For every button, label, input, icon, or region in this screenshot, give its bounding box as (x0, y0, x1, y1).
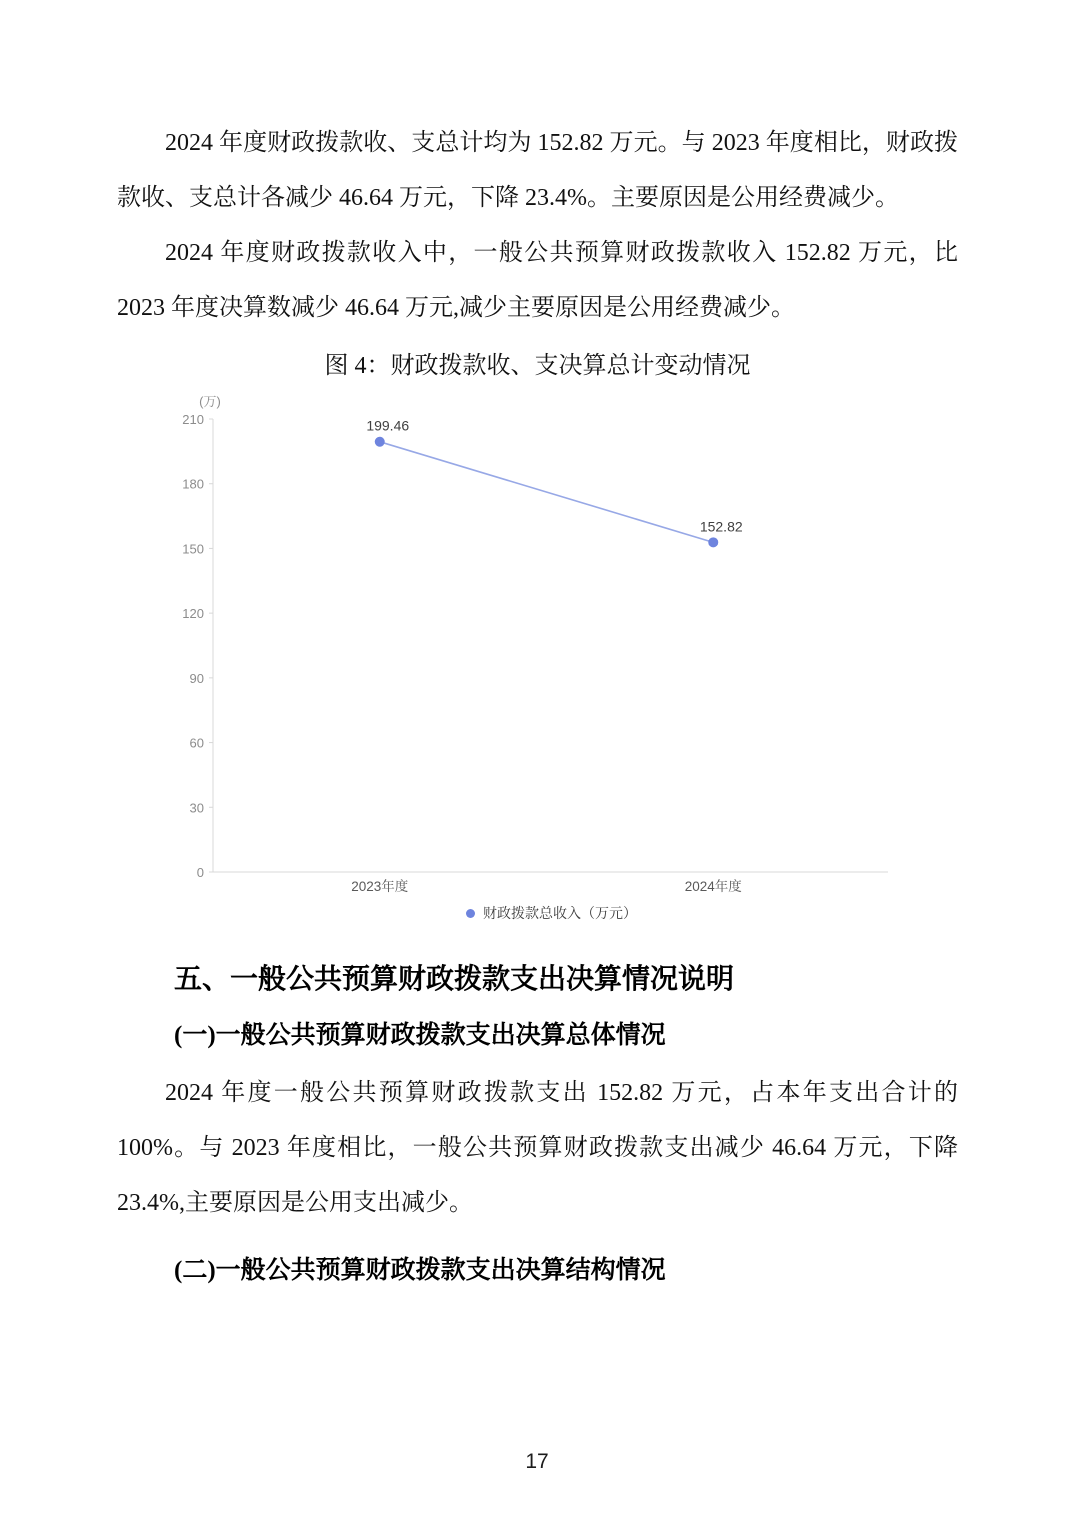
y-axis-tick-label: 180 (182, 476, 204, 492)
y-axis-tick-label: 90 (189, 670, 204, 686)
page-number: 17 (525, 1450, 549, 1473)
legend-dot-icon (466, 909, 475, 918)
subsection-heading-5-2: (二)一般公共预算财政拨款支出决算结构情况 (174, 1257, 666, 1284)
figure-caption: 图 4：财政拨款收、支决算总计变动情况 (324, 353, 751, 379)
chart-svg (150, 388, 890, 898)
series-line (380, 442, 714, 543)
data-point (375, 437, 385, 447)
section-heading-5: 五、一般公共预算财政拨款支出决算情况说明 (174, 963, 735, 994)
paragraph-expenditure-overall: 2024 年度一般公共预算财政拨款支出 152.82 万元，占本年支出合计的 100%。与 2023 年度相比，一般公共预算财政拨款支出减少 46.64 万元，下降 23.4%,主要原因是公用支出减少。 (117, 1080, 958, 1216)
y-axis-tick-label: 210 (182, 412, 204, 427)
data-point-label: 199.46 (366, 417, 410, 434)
paragraph-fiscal-totals: 2024 年度财政拨款收、支总计均为 152.82 万元。与 2023 年度相比，财政拨款收、支总计各减少 46.64 万元，下降 23.4%。主要原因是公用经费减少。 (117, 130, 958, 211)
paragraph-fiscal-income: 2024 年度财政拨款收入中，一般公共预算财政拨款收入 152.82 万元，比 2023 年度决算数减少 46.64 万元,减少主要原因是公用经费减少。 (117, 240, 958, 321)
y-axis-tick-label: 120 (182, 606, 204, 622)
figure-chart (150, 388, 890, 928)
y-axis-tick-label: 150 (182, 541, 204, 557)
x-axis-label: 2024年度 (684, 879, 742, 894)
y-axis-tick-label: 30 (189, 800, 204, 816)
subsection-heading-5-1: (一)一般公共预算财政拨款支出决算总体情况 (174, 1022, 666, 1049)
data-point-label: 152.82 (699, 518, 743, 535)
y-axis-tick-label: 0 (196, 865, 204, 880)
legend-label: 财政拨款总收入（万元） (483, 905, 637, 921)
y-axis-unit-label: (万) (199, 394, 221, 409)
x-axis-label: 2023年度 (351, 879, 409, 894)
chart-legend (150, 898, 890, 928)
y-axis-tick-label: 60 (189, 735, 204, 751)
data-point (708, 537, 718, 547)
